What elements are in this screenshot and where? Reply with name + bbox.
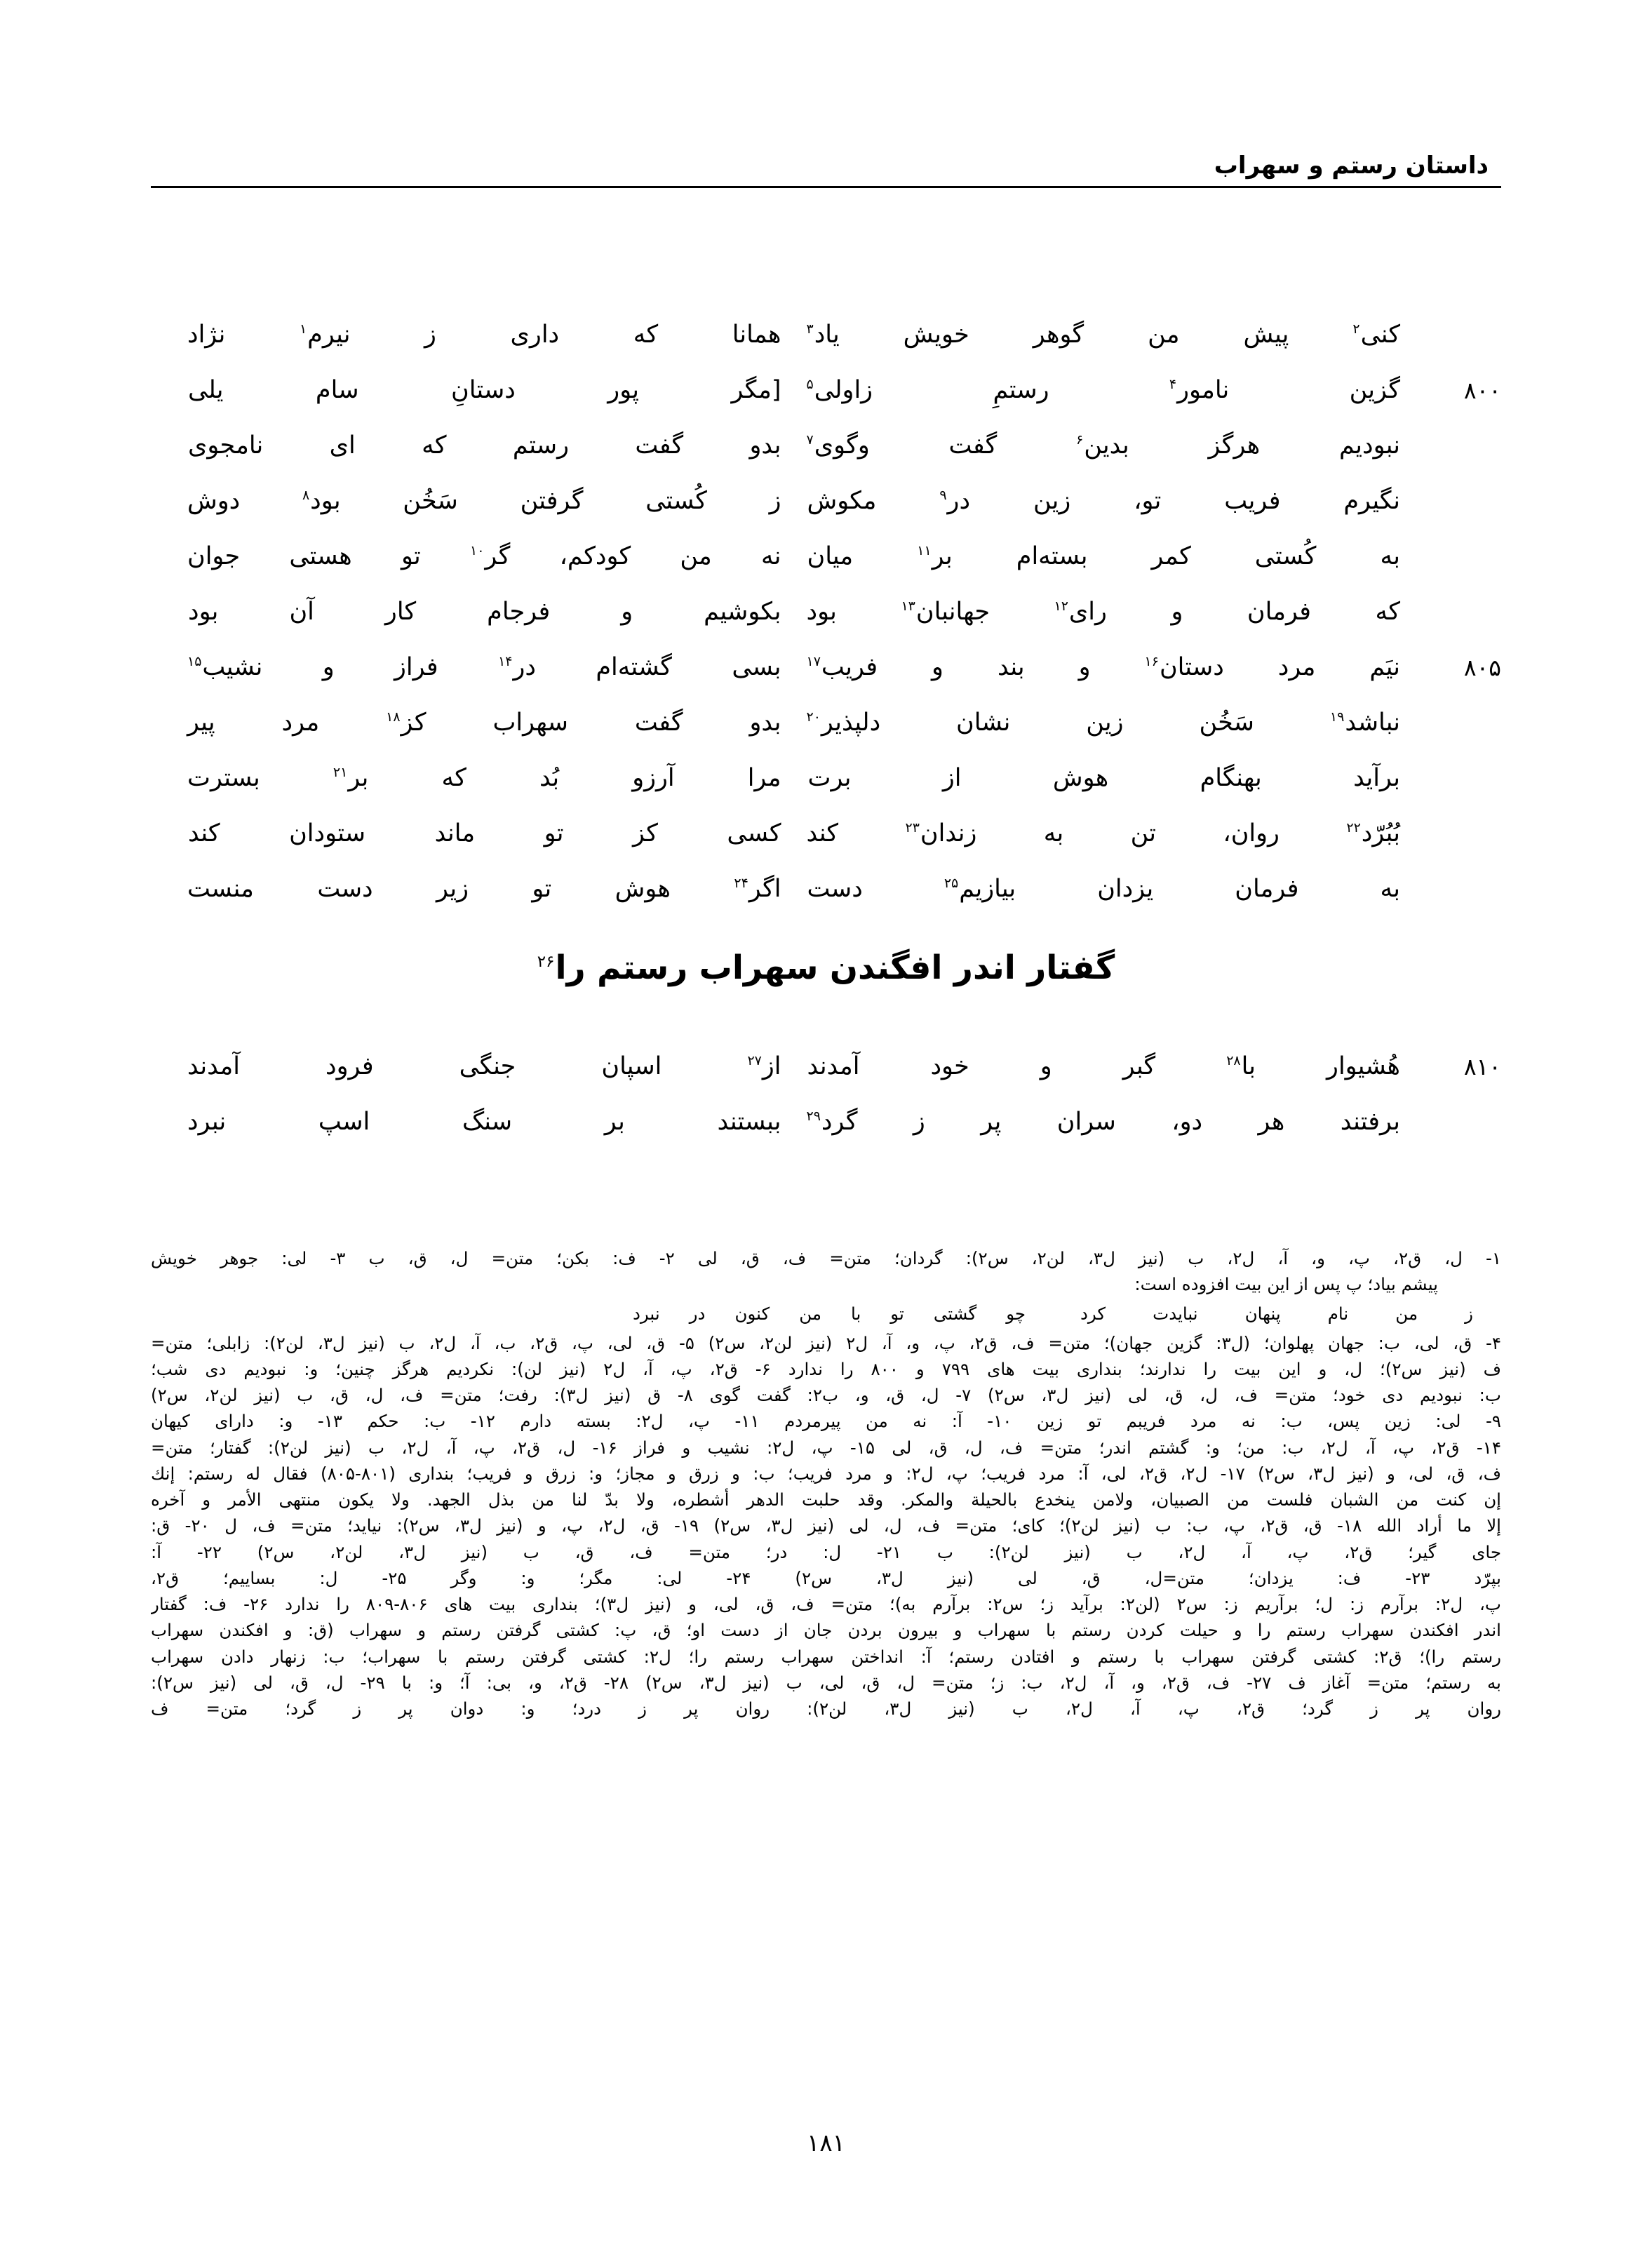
- hemistich-right-tail: تو هستی جوان: [187, 542, 470, 570]
- hemistich-left: [800, 1049, 1419, 1082]
- hemistich-right: [151, 1104, 800, 1138]
- running-head-title: داستان رستم و سهراب: [1214, 152, 1489, 180]
- footnote-marker: ۱۹: [1329, 709, 1345, 725]
- footnote-marker: ۵: [806, 377, 814, 393]
- hemistich-left-text: به کُستی کمر بسته‌ام بر: [932, 542, 1400, 570]
- verse-line: [151, 650, 1501, 693]
- footnote-marker: ۳: [806, 321, 814, 337]
- footnote-marker: ۸: [302, 488, 310, 504]
- hemistich-left: [800, 760, 1419, 794]
- footnote-marker: ۱۲: [1054, 598, 1068, 615]
- apparatus-line: ب: نبودیم دی خود؛ متن= ف، ل، ق، لی (نیز ل۳، س۲) ۷- ل، ق، و، ب۲: گفت گوی ۸- ق (نیز ل۳): رفت؛ متن= ف، ل، ق، ب (نیز لن۲، س۲): [151, 1385, 1501, 1406]
- verse-line: [151, 594, 1501, 638]
- hemistich-right: [151, 705, 800, 739]
- verse-line: [151, 1104, 1501, 1148]
- hemistich-right: [151, 1049, 800, 1082]
- apparatus-line: پیشم بیاد؛ پ پس از این بیت افزوده است:: [1134, 1274, 1438, 1295]
- hemistich-left-text: نباشد: [1345, 709, 1400, 737]
- hemistich-right-tail: نژاد: [187, 321, 300, 349]
- verse-number: ۸۱۰: [1463, 1053, 1501, 1080]
- hemistich-left-text: بُبُرّد: [1361, 819, 1400, 847]
- apparatus-verse-left: چو گشتی تو با من کنون در نبرد: [633, 1303, 1026, 1325]
- section-heading-text: گفتار اندر افگندن سهراب رستم را: [555, 948, 1115, 987]
- footnote-marker: ۲۷: [747, 1053, 762, 1069]
- apparatus-line: إلا ما أراد الله ۱۸- ق، ق۲، پ، ب: ب (نیز لن۲)؛ کای؛ متن= ف، ل، لی (نیز ل۳، س۲) ۱۹- ق، ل۲، پ، و (نیز ل۳، س۲): نیاید؛ متن= ف، ل ۲۰- ق:: [151, 1515, 1501, 1536]
- apparatus-line: اندر افکندن سهراب رستم را و حیلت کردن رستم با سهراب و بیرون بردن جان از دست او؛ ق، پ: کشتی گرفتن رستم و سهراب (ق: و افکندن سهراب: [151, 1620, 1501, 1641]
- footnote-marker: ۲۱: [333, 765, 348, 781]
- hemistich-right-tail: فراز و نشیب: [202, 653, 499, 681]
- running-head-rule: [151, 186, 1501, 188]
- footnote-marker: ۱۸: [386, 709, 401, 725]
- footnote-marker: ۷: [806, 432, 814, 448]
- hemistich-right-text: بسی گشته‌ام در: [513, 653, 781, 681]
- hemistich-left: [800, 483, 1419, 517]
- footnote-marker: ۲: [1352, 321, 1360, 337]
- hemistich-left-text: نبودیم هرگز بدین: [1084, 431, 1400, 460]
- running-head: [0, 151, 1652, 188]
- footnote-marker: ۱۳: [901, 598, 915, 615]
- verse-block-first: [0, 317, 1652, 927]
- verse-number: [1418, 483, 1501, 488]
- footnote-marker: ۲۴: [734, 876, 748, 892]
- footnote-marker: ۱۴: [498, 654, 513, 670]
- footnote-marker: ۹: [939, 488, 947, 504]
- hemistich-left-text: برفتند هر دو، سران پر ز گرد: [821, 1108, 1400, 1136]
- hemistich-right: [151, 428, 800, 462]
- verse-block-second: [0, 1049, 1652, 1160]
- hemistich-right-text: کسی کز تو ماند ستودان کند: [188, 819, 781, 847]
- footnote-marker: ۲۳: [905, 820, 920, 836]
- hemistich-right-text: نه من کودکم، گر: [485, 542, 781, 570]
- verse-line: [151, 373, 1501, 416]
- footnote-marker: ۴: [1169, 377, 1177, 393]
- hemistich-left-tail: مکوش: [807, 487, 940, 515]
- apparatus-line: ۱۴- ق۲، پ، آ، ل۲، ب: من؛ و: گشتم اندر؛ متن= ف، ل، ق، لی ۱۵- پ، ل۲: نشیب و فراز ۱۶- ل، ق۲، پ، آ، ل۲، ب (نیز لن۲): گفتار؛ متن=: [151, 1437, 1501, 1458]
- apparatus-inserted-verse: [151, 1301, 1501, 1327]
- hemistich-left: [800, 594, 1419, 628]
- hemistich-right-text: بکوشیم و فرجام کار آن بود: [188, 598, 781, 626]
- footnote-marker: ۱: [299, 321, 307, 337]
- verse-line: [151, 483, 1501, 527]
- hemistich-left-tail: روان، تن به زندان: [920, 819, 1347, 847]
- hemistich-left-text: کنی: [1360, 321, 1400, 349]
- footnote-marker: ۲۶: [537, 953, 555, 972]
- hemistich-right: [151, 650, 800, 683]
- verse-number: ۸۰۵: [1463, 654, 1501, 681]
- hemistich-left: [800, 816, 1419, 850]
- hemistich-left-tail: دست: [807, 875, 944, 903]
- verse-line: [151, 760, 1501, 804]
- verse-number: [1418, 816, 1501, 820]
- hemistich-left-tail: میان: [807, 542, 918, 570]
- hemistich-right: [151, 816, 800, 850]
- critical-apparatus: [0, 1245, 1652, 1722]
- footnote-marker: ۶: [1076, 432, 1084, 448]
- hemistich-right-tail: هوش تو زیر دست منست: [187, 875, 734, 903]
- apparatus-line: جای گیر؛ ق۲، پ، آ، ل۲، ب (نیز لن۲): ب ۲۱- ل: در؛ متن= ف، ق، ب (نیز ل۳، لن۲، س۲) ۲۲- آ:: [151, 1541, 1501, 1562]
- hemistich-right-tail: بسترت: [187, 764, 333, 792]
- hemistich-left: [800, 317, 1419, 351]
- hemistich-left: [800, 373, 1419, 406]
- hemistich-right-text: همانا که داری ز نیرم: [307, 321, 781, 349]
- apparatus-line: ۴- ق، لی، ب: جهان پهلوان؛ (ل۳: گزین جهان)؛ متن= ف، ق۲، پ، و، آ، ل۲ (نیز لن۲، س۲) ۵- ق، لی، پ، ق۲، ب، آ، ل۲، ب (نیز ل۳، لن۲): زابلی؛ متن=: [151, 1332, 1501, 1353]
- hemistich-right: [151, 483, 800, 517]
- footnote-marker: ۱۵: [187, 654, 202, 670]
- hemistich-left-tail: رستمِ زاولی: [814, 376, 1169, 404]
- verse-line: [151, 539, 1501, 582]
- apparatus-line: بپرّد ۲۳- ف: یزدان؛ متن=ل، ق، لی (نیز ل۳، س۲) ۲۴- لی: مگر؛ و: وگر ۲۵- ل: بساییم؛ ق۲،: [151, 1567, 1501, 1588]
- hemistich-left-tail: گبر و خود آمدند: [807, 1052, 1227, 1080]
- hemistich-right-text: از: [762, 1052, 781, 1080]
- hemistich-right-text: اگر: [748, 875, 781, 903]
- footnote-marker: ۲۹: [806, 1108, 821, 1125]
- footnote-marker: ۱۷: [806, 654, 821, 670]
- hemistich-right-text: بدو گفت سهراب کز: [401, 709, 781, 737]
- hemistich-right-tail: مرد پیر: [187, 709, 387, 737]
- footnote-marker: ۲۵: [943, 876, 959, 892]
- hemistich-left-text: نگیرم فریب تو، زین در: [947, 487, 1400, 515]
- hemistich-right-text: ببستند بر سنگ اسپ نبرد: [187, 1108, 781, 1136]
- apparatus-line: إن كنت من الشبان فلست من الصبيان، ولامن ينخدع بالحيلة والمكر. وقد حلبت الدهر أشطره، ولا بدّ لنا من بذل الجهد. ولا يكون منتهى الأمر و آخره: [151, 1489, 1501, 1510]
- folio-number: ۱۸۱: [807, 2129, 845, 2157]
- section-heading: [0, 948, 1652, 987]
- verse-line: [151, 428, 1501, 471]
- verse-number: [1418, 539, 1501, 543]
- verse-number: [1418, 705, 1501, 709]
- hemistich-right: [151, 539, 800, 572]
- hemistich-left: [800, 871, 1419, 905]
- footnote-marker: ۲۲: [1346, 820, 1361, 836]
- hemistich-left-tail: پیش من گوهر خویش یاد: [814, 321, 1353, 349]
- verse-number: [1418, 760, 1501, 765]
- hemistich-left: [800, 1104, 1419, 1138]
- verse-number: [1418, 317, 1501, 321]
- apparatus-line: رستم را)؛ ق۲: کشتی گرفتن سهراب با رستم و افتادن رستم؛ آ: انداختن سهراب رستم را؛ ل۲: کشتی گرفتن رستم با سهراب؛ ب: زنهار دادن سهراب: [151, 1646, 1501, 1667]
- hemistich-left-text: برآید بهنگام هوش از برت: [807, 764, 1400, 792]
- apparatus-line: روان پر ز گرد؛ ق۲، پ، آ، ل۲، ب (نیز ل۳، لن۲): روان پر ز درد؛ و: دوان پر ز گرد؛ متن= ف: [151, 1698, 1501, 1719]
- footnote-marker: ۱۱: [917, 543, 932, 559]
- verse-line: [151, 705, 1501, 749]
- hemistich-right: [151, 373, 800, 406]
- apparatus-line: ف (نیز س۲)؛ ل، و این بیت را ندارند؛ بنداری بیت های ۷۹۹ و ۸۰۰ را ندارد ۶- ق۲، پ، آ، ل۲ (نیز لن): نکردیم هرگز چنین؛ و: نبودیم دی شب؛: [151, 1358, 1501, 1379]
- apparatus-line: به رستم؛ متن= آغاز ف ۲۷- ف، ق۲، و، آ، ل۲، ب: ز؛ متن= ل، ق، لی، ب (نیز ل۳، س۲) ۲۸- ق۲، و، بی: آ؛ و: با ۲۹- ل، ق، لی (نیز س۲):: [151, 1672, 1501, 1693]
- verse-number: [1418, 428, 1501, 432]
- verse-number: [1418, 1104, 1501, 1108]
- hemistich-left: [800, 428, 1419, 462]
- hemistich-left-text: نیَم مرد دستان: [1159, 653, 1400, 681]
- hemistich-left-tail2: کند: [806, 819, 906, 847]
- hemistich-right: [151, 871, 800, 905]
- hemistich-right-text: ز کُستی گرفتن سَخُن بود: [310, 487, 781, 515]
- footnote-marker: ۱۰: [470, 543, 485, 559]
- hemistich-left-tail: جهانبان: [915, 598, 1054, 626]
- apparatus-line: ۹- لی: زین پس، ب: نه مرد فریبم تو زین ۱۰- آ: نه من پیرمردم ۱۱- پ، ل۲: بسته دارم ۱۲- ب: حکم ۱۳- و: دارای کیهان: [151, 1411, 1501, 1432]
- hemistich-right-tail: دوش: [187, 487, 302, 515]
- hemistich-right-text: [مگر پور دستانِ سام یلی: [188, 376, 781, 404]
- apparatus-line: ف، ق، لی، و (نیز ل۳، س۲) ۱۷- ل۲، ق۲، لی، آ: مرد فریب؛ پ، ل۲: و مرد فریب؛ ب: و زرق و مجاز؛ و: زرق و فریب؛ بنداری (۸۰۱-۸۰۵) فقال له رستم: إنك: [151, 1463, 1501, 1484]
- hemistich-left-tail: گفت وگوی: [814, 431, 1077, 460]
- hemistich-left-tail2: بود: [806, 598, 901, 626]
- apparatus-verse-right: ز من نام پنهان نبایدت کرد: [1080, 1303, 1473, 1325]
- hemistich-left-text: هُشیوار با: [1241, 1052, 1400, 1080]
- footnote-marker: ۲۸: [1226, 1053, 1241, 1069]
- hemistich-right: [151, 594, 800, 628]
- hemistich-left-text: که فرمان و رای: [1068, 598, 1400, 626]
- verse-number: [1418, 594, 1501, 598]
- hemistich-right: [151, 760, 800, 794]
- verse-line: [151, 1049, 1501, 1092]
- hemistich-left: [800, 539, 1419, 572]
- hemistich-left-text: گزین نامور: [1177, 376, 1401, 404]
- hemistich-left-text: به فرمان یزدان بیازیم: [959, 875, 1401, 903]
- footnote-marker: ۲۰: [806, 709, 821, 725]
- verse-line: [151, 871, 1501, 915]
- hemistich-right-tail: اسپان جنگی فرود آمدند: [187, 1052, 748, 1080]
- verse-line: [151, 816, 1501, 859]
- hemistich-right: [151, 317, 800, 351]
- apparatus-line: ۱- ل، ق۲، پ، و، آ، ل۲، ب (نیز ل۳، لن۲، س۲): گردان؛ متن= ف، ق، لی ۲- ف: بکن؛ متن= ل، ق، ب ۳- لی: جوهر خویش: [151, 1248, 1501, 1268]
- hemistich-left-tail: سَخُن زین نشان دلپذیر: [821, 709, 1330, 737]
- verse-number: [1418, 871, 1501, 876]
- verse-line: [151, 317, 1501, 361]
- apparatus-line: پ، ل۲: برآرم ز: ل؛ برآریم ز: س۲ (لن۲: برآید ز؛ س۲: برآرم به)؛ متن= ف، ق، لی، و (نیز ل۳)؛ بنداری بیت های ۸۰۶-۸۰۹ را ندارد ۲۶- ف: گفتار: [151, 1594, 1501, 1615]
- footnote-marker: ۱۶: [1144, 654, 1159, 670]
- verse-number: ۸۰۰: [1463, 377, 1501, 404]
- hemistich-right-text: بدو گفت رستم که ای نامجوی: [188, 431, 781, 460]
- hemistich-left: [800, 650, 1419, 683]
- hemistich-right-text: مرا آرزو بُد که بر: [348, 764, 781, 792]
- hemistich-left-tail: و بند و فریب: [821, 653, 1145, 681]
- hemistich-left: [800, 705, 1419, 739]
